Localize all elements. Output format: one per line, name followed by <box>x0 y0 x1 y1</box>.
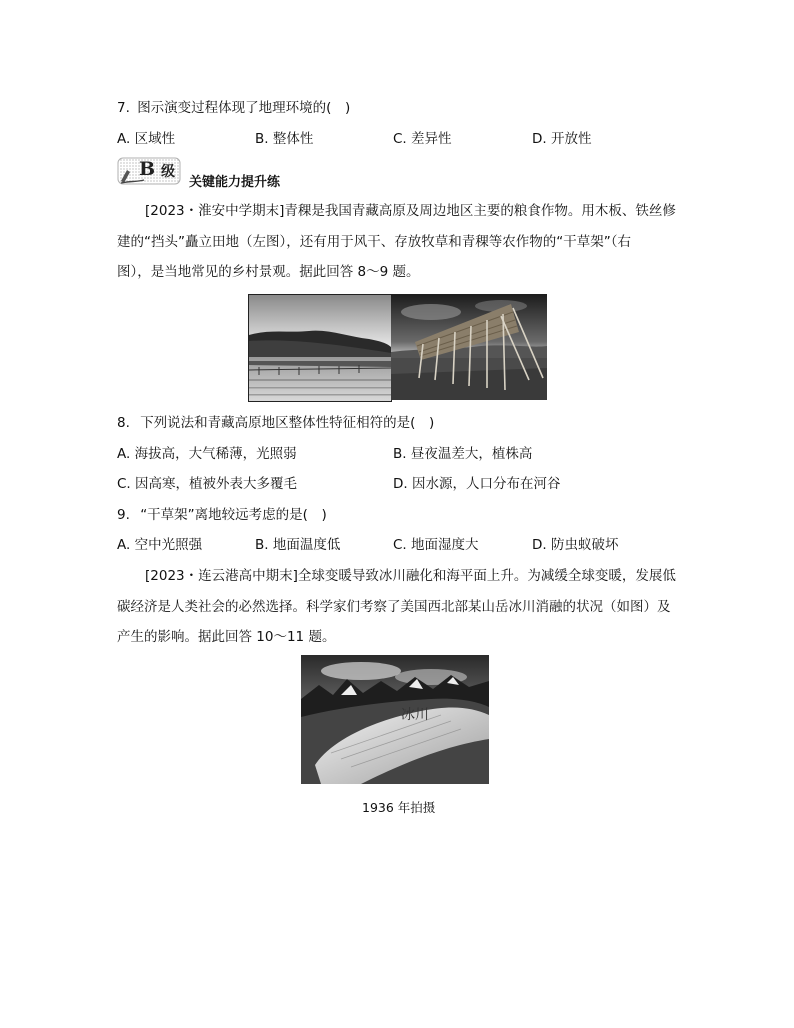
passage-1-line-2: 建的“挡头”矗立田地（左图），还有用于风干、存放牧草和青稞等农作物的“干草架”（右 <box>117 234 631 250</box>
section-title: 关键能力提升练 <box>189 175 281 190</box>
photo-caption: 1936 年拍摄 <box>362 800 436 815</box>
question-9-stem <box>117 505 327 525</box>
passage-2-line-3: 产生的影响。据此回答 10～11 题。 <box>117 629 336 645</box>
badge-letter: B <box>139 158 156 180</box>
question-9-option-c: C. 地面湿度大 <box>393 537 479 553</box>
question-8-option-c: C. 因高寒，植被外表大多覆毛 <box>117 476 298 492</box>
hay-rack-photo-right <box>391 294 547 400</box>
glacier-label: 冰川 <box>401 707 429 723</box>
question-9-option-a: A. 空中光照强 <box>117 537 203 553</box>
question-number: 8. <box>117 415 130 431</box>
question-7-option-b: B. 整体性 <box>255 131 314 147</box>
passage-1-line-1 <box>145 201 676 221</box>
question-number: 7. <box>117 100 130 116</box>
question-text: 下列说法和青藏高原地区整体性特征相符的是( ) <box>140 415 435 431</box>
question-text: “干草架”离地较远考虑的是( ) <box>140 507 327 523</box>
passage-text: 全球变暖导致冰川融化和海平面上升。为减缓全球变暖，发展低 <box>297 568 676 584</box>
question-9-option-b: B. 地面温度低 <box>255 537 341 553</box>
question-8-option-b: B. 昼夜温差大，植株高 <box>393 446 533 462</box>
question-7-stem <box>117 98 350 118</box>
question-7-option-a: A. 区域性 <box>117 131 176 147</box>
passage-2-line-2: 碳经济是人类社会的必然选择。科学家们考察了美国西北部某山岳冰川消融的状况（如图）及 <box>117 599 671 615</box>
question-7-option-d: D. 开放性 <box>532 131 592 147</box>
passage-1-line-3: 图），是当地常见的乡村景观。据此回答 8～9 题。 <box>117 264 420 280</box>
passage-text: 青稞是我国青藏高原及周边地区主要的粮食作物。用木板、铁丝修 <box>284 203 676 219</box>
question-text: 图示演变过程体现了地理环境的( ) <box>137 100 351 116</box>
question-8-option-d: D. 因水源，人口分布在河谷 <box>393 476 561 492</box>
badge-suffix: 级 <box>161 164 175 180</box>
field-photo-left <box>248 294 392 402</box>
question-9-option-d: D. 防虫蚁破坏 <box>532 537 619 553</box>
passage-2-line-1 <box>145 566 676 586</box>
question-number: 9. <box>117 507 130 523</box>
question-8-option-a: A. 海拔高，大气稀薄，光照弱 <box>117 446 297 462</box>
question-8-stem <box>117 413 434 433</box>
passage-source: [2023・连云港高中期末] <box>145 568 298 584</box>
question-7-option-c: C. 差异性 <box>393 131 452 147</box>
passage-source: [2023・淮安中学期末] <box>145 203 285 219</box>
level-b-badge <box>117 156 183 186</box>
glacier-photo <box>301 655 489 784</box>
